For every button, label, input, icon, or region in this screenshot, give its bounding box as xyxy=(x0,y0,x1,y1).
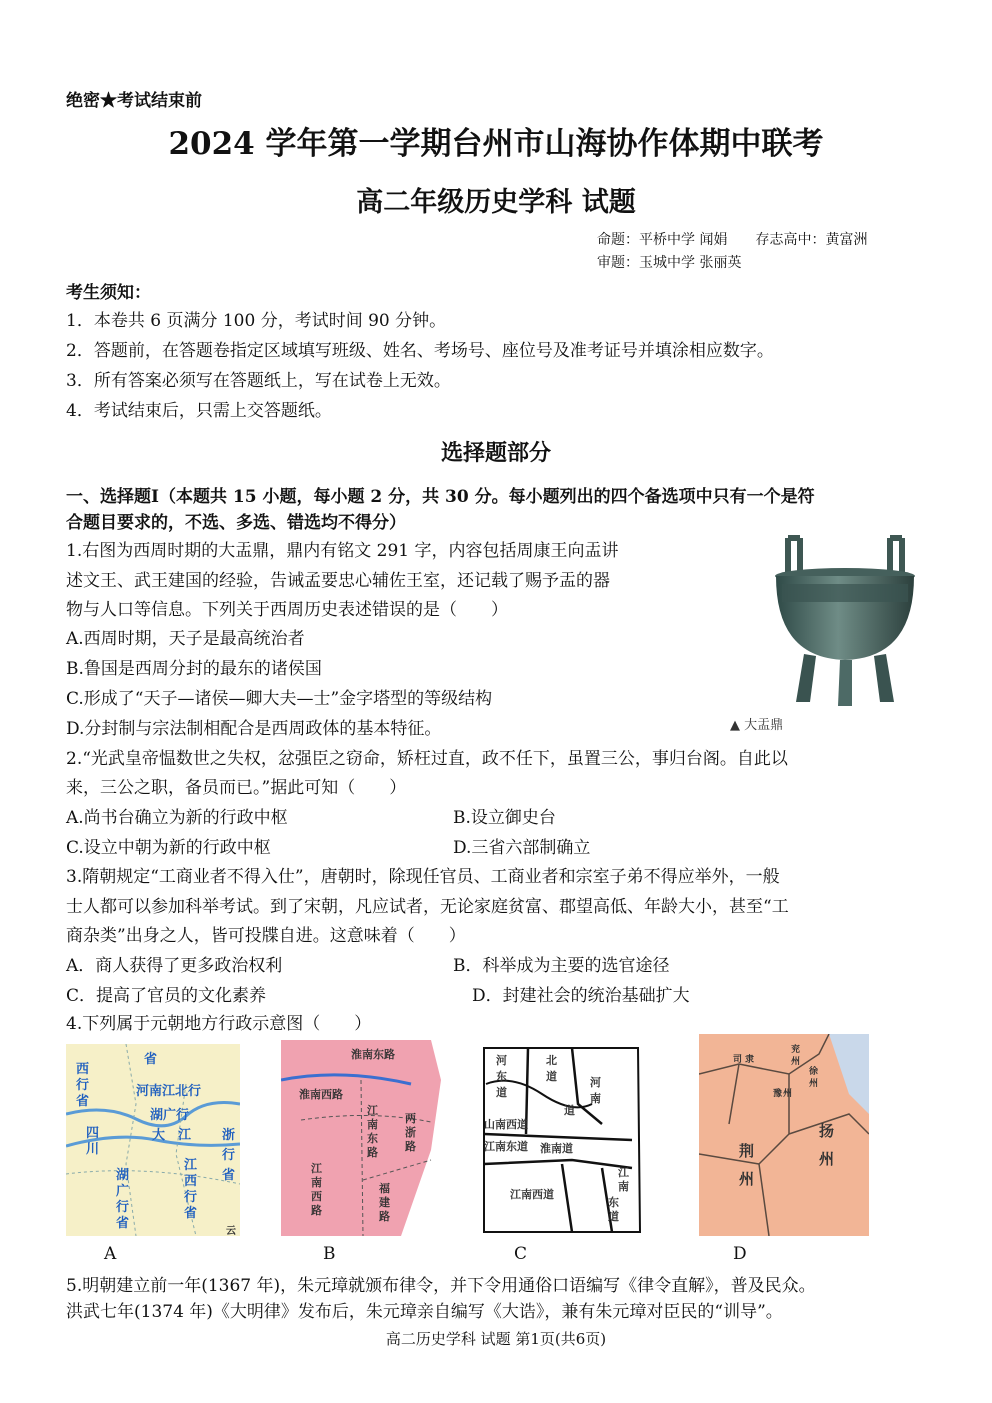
q3-stem-line: 3.隋朝规定“工商业者不得入仕”，唐朝时，除现任官员、工商业者和宗室子弟不得应举外，一般 xyxy=(66,867,780,887)
q3-option-a: A．商人获得了更多政治权利 xyxy=(66,956,283,976)
q4-stem: 4.下列属于元朝地方行政示意图（ ） xyxy=(66,1014,372,1034)
q1-option-a: A.西周时期，天子是最高统治者 xyxy=(66,629,305,649)
map-region-label: 州 xyxy=(783,1089,793,1099)
map-region-label: 省 xyxy=(222,1168,236,1183)
map-region-label: 川 xyxy=(86,1142,100,1157)
map-region-label: 河 xyxy=(590,1076,601,1089)
map-region-label: 行 xyxy=(222,1148,236,1163)
q2-option-c: C.设立中朝为新的行政中枢 xyxy=(66,838,271,858)
q2-option-b: B.设立御史台 xyxy=(453,808,556,828)
map-region-label: 州 xyxy=(739,1170,755,1188)
map-region-label: 豫 xyxy=(773,1089,783,1099)
map-region-label: 江 xyxy=(618,1166,629,1179)
map-region-label: 行 xyxy=(116,1200,130,1215)
map-region-label: 行 xyxy=(76,1078,90,1093)
map-region-label: 西 xyxy=(311,1190,322,1203)
map-region-label: 淮南西路 xyxy=(299,1088,343,1101)
map-region-label: 扬 xyxy=(819,1122,835,1140)
map-region-label: 江 xyxy=(184,1158,198,1173)
q3-option-b: B．科举成为主要的选官途径 xyxy=(453,956,670,976)
map-region-label: 西 xyxy=(184,1174,198,1189)
map-b-label: B xyxy=(323,1244,336,1264)
map-region-label: 河 xyxy=(496,1054,507,1067)
section-intro-2: 合题目要求的，不选、多选、错选均不得分） xyxy=(66,513,406,533)
map-region-label: 路 xyxy=(405,1140,416,1153)
exam-title: 2024 学年第一学期台州市山海协作体期中联考 xyxy=(168,126,824,162)
map-region-label: 道 xyxy=(564,1104,575,1117)
map-region-label: 省 xyxy=(144,1052,158,1067)
notice-item: 4．考试结束后，只需上交答题纸。 xyxy=(66,401,332,421)
map-region-label: 行 xyxy=(184,1190,198,1205)
map-region-label: 福 xyxy=(379,1182,390,1195)
q1-option-c: C.形成了“天子—诸侯—卿大夫—士”金字塔型的等级结构 xyxy=(66,689,493,709)
map-region-label: 南 xyxy=(618,1180,629,1193)
map-region-label: 江 xyxy=(178,1128,192,1143)
map-region-label: 道 xyxy=(546,1070,557,1083)
map-region-label: 道 xyxy=(496,1086,507,1099)
map-region-label: 淮南东路 xyxy=(351,1048,395,1061)
map-region-label: 建 xyxy=(379,1196,390,1209)
map-region-label: 荆 xyxy=(739,1142,755,1160)
q2-option-d: D.三省六部制确立 xyxy=(453,838,591,858)
q3-stem-line: 士人都可以参加科举考试。到了宋朝，凡应试者，无论家庭贫富、郡望高低、年龄大小，甚至“工 xyxy=(66,897,789,917)
map-region-label: 东 xyxy=(367,1132,378,1145)
map-region-label: 北 xyxy=(546,1054,557,1067)
notice-heading: 考生须知： xyxy=(66,283,151,303)
map-d-label: D xyxy=(733,1244,747,1264)
q3-stem-line: 商杂类”出身之人，皆可投牒自进。这意味着（ ） xyxy=(66,926,466,946)
da-yu-ding-image xyxy=(760,530,930,710)
map-region-label: 南 xyxy=(367,1118,378,1131)
q1-stem-line: 物与人口等信息。下列关于西周历史表述错误的是（ ） xyxy=(66,600,508,620)
map-region-label: 江南东道 xyxy=(484,1140,528,1153)
page-footer: 高二历史学科 试题 第1页(共6页) xyxy=(385,1330,607,1348)
map-region-label: 两 xyxy=(405,1112,416,1125)
map-region-label: 兖 xyxy=(791,1045,801,1055)
map-region-label: 州 xyxy=(809,1079,819,1089)
map-region-label: 隶 xyxy=(745,1055,755,1065)
q3-option-c: C．提高了官员的文化素养 xyxy=(66,986,267,1006)
exam-subtitle: 高二年级历史学科 试题 xyxy=(356,187,636,218)
map-region-label: 江南西道 xyxy=(510,1188,554,1201)
q5-stem-line: 5.明朝建立前一年(1367 年)，朱元璋就颁布律令，并下令用通俗口语编写《律令直解》，普及民众。 xyxy=(66,1276,816,1296)
q2-stem-line: 2.“光武皇帝愠数世之失权，忿强臣之窃命，矫枉过直，政不任下，虽置三公，事归台阁。自此以 xyxy=(66,749,788,769)
ding-caption: ▲ 大盂鼎 xyxy=(730,718,784,733)
q3-option-d: D．封建社会的统治基础扩大 xyxy=(472,986,690,1006)
map-region-label: 大 xyxy=(152,1128,166,1143)
map-region-label: 河南江北行 xyxy=(136,1084,202,1099)
q5-stem-line: 洪武七年(1374 年)《大明律》发布后，朱元璋亲自编写《大诰》，兼有朱元璋对臣民的“训导”。 xyxy=(66,1302,783,1322)
q2-stem-line: 来，三公之职，备员而已。”据此可知（ ） xyxy=(66,778,407,798)
q1-stem-line: 述文王、武王建国的经验，告诫孟要忠心辅佐王室，还记载了赐予盂的器 xyxy=(66,571,610,591)
map-region-label: 州 xyxy=(819,1150,835,1168)
map-region-label: 东 xyxy=(608,1196,619,1209)
map-region-label: 东 xyxy=(496,1070,507,1083)
map-region-label: 路 xyxy=(379,1210,390,1223)
map-region-label: 省 xyxy=(184,1206,198,1221)
map-region-label: 路 xyxy=(367,1146,378,1159)
map-region-label: 广 xyxy=(116,1184,130,1199)
map-region-label: 浙 xyxy=(405,1126,416,1139)
map-b xyxy=(281,1040,445,1236)
map-c-label: C xyxy=(514,1244,528,1264)
map-region-label: 淮南道 xyxy=(540,1142,573,1155)
map-region-label: 道 xyxy=(608,1210,619,1223)
q1-stem-line: 1.右图为西周时期的大盂鼎，鼎内有铭文 291 字，内容包括周康王向盂讲 xyxy=(66,541,619,561)
map-region-label: 云 xyxy=(226,1226,236,1236)
map-region-label: 省 xyxy=(116,1216,130,1231)
map-region-label: 江 xyxy=(311,1162,322,1175)
map-region-label: 州 xyxy=(791,1057,801,1067)
map-region-label: 西 xyxy=(76,1062,90,1077)
map-c xyxy=(482,1044,642,1236)
map-region-label: 湖广行 xyxy=(150,1108,190,1123)
map-a xyxy=(66,1044,240,1236)
q1-option-d: D.分封制与宗法制相配合是西周政体的基本特征。 xyxy=(66,719,442,739)
map-region-label: 湖 xyxy=(116,1168,130,1183)
map-region-label: 四 xyxy=(86,1126,100,1141)
map-d xyxy=(699,1034,869,1236)
map-region-label: 山南西道 xyxy=(484,1118,528,1131)
q1-option-b: B.鲁国是西周分封的最东的诸侯国 xyxy=(66,659,322,679)
section-intro-1: 一、选择题Ⅰ（本题共 15 小题，每小题 2 分，共 30 分。每小题列出的四个备选项中只有一个是符 xyxy=(66,487,815,507)
map-region-label: 南 xyxy=(590,1092,601,1105)
authors-line-1: 命题：平桥中学 闻娟 存志高中：黄富洲 xyxy=(597,232,868,248)
map-region-label: 江 xyxy=(367,1104,378,1117)
map-region-label: 浙 xyxy=(222,1128,236,1143)
notice-item: 1．本卷共 6 页满分 100 分，考试时间 90 分钟。 xyxy=(66,311,447,331)
map-region-label: 徐 xyxy=(809,1067,819,1077)
authors-line-2: 审题：玉城中学 张丽英 xyxy=(597,255,742,271)
map-region-label: 南 xyxy=(311,1176,322,1189)
section-title: 选择题部分 xyxy=(440,440,551,466)
notice-item: 2．答题前，在答题卷指定区域填写班级、姓名、考场号、座位号及准考证号并填涂相应数字。 xyxy=(66,341,774,361)
secret-mark: 绝密★考试结束前 xyxy=(66,91,202,111)
notice-item: 3．所有答案必须写在答题纸上，写在试卷上无效。 xyxy=(66,371,451,391)
map-region-label: 司 xyxy=(733,1055,743,1065)
map-region-label: 省 xyxy=(76,1094,90,1109)
map-a-label: A xyxy=(104,1244,117,1264)
map-region-label: 路 xyxy=(311,1204,322,1217)
q2-option-a: A.尚书台确立为新的行政中枢 xyxy=(66,808,288,828)
